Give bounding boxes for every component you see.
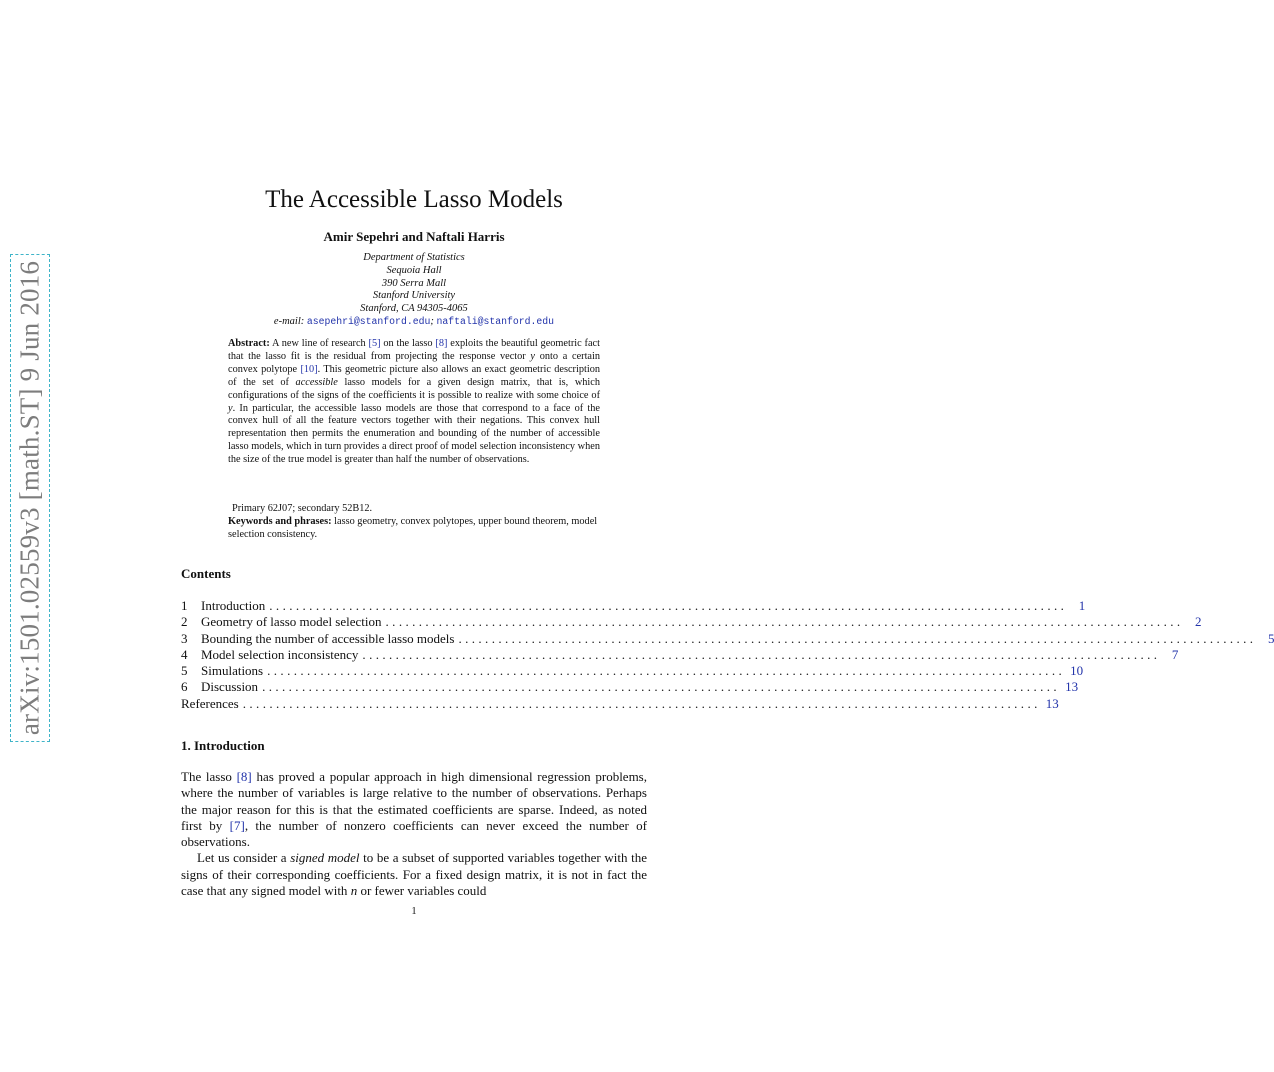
body-text: has proved a popular approach in high dimensional regression problems, where the number of variables is large relative to the number of observations. Perhaps the major reason for this is that the estimated coefficients are sparse. Indeed, as noted first by: [181, 769, 647, 833]
citation-link[interactable]: [7]: [229, 817, 245, 833]
toc-title: References: [181, 695, 239, 711]
toc-number: 6: [181, 679, 188, 695]
toc-title: Discussion: [201, 679, 259, 695]
email-line: [0, 316, 828, 329]
msc-classification: Primary 62J07; secondary 52B12.: [232, 503, 373, 514]
body-text: Let us consider a: [197, 850, 291, 866]
math-variable: y: [530, 350, 535, 362]
keywords-text: lasso geometry, convex polytopes, upper bound theorem, model selection consistency.: [228, 515, 598, 540]
body-text: or fewer variables could: [357, 883, 487, 899]
toc-page-link[interactable]: 10: [1070, 663, 1084, 679]
table-of-contents: [181, 598, 1274, 712]
section-heading: 1. Introduction: [181, 738, 265, 753]
toc-entry[interactable]: [181, 663, 1084, 679]
introduction-body: [181, 769, 647, 899]
body-text: to be a subset of supported variables together with the signs of their corresponding coefficients. For a fixed design matrix, it is not in fact the case that any signed model with: [181, 850, 647, 899]
email-separator: ;: [430, 315, 434, 327]
citation-link[interactable]: [8]: [435, 338, 448, 349]
toc-entry[interactable]: [181, 630, 1274, 647]
toc-leader-dots: ........................................................................................................................: [262, 679, 1061, 695]
math-variable: n: [350, 883, 358, 899]
author-list: Amir Sepehri and Naftali Harris: [323, 229, 505, 244]
paper-title: The Accessible Lasso Models: [265, 186, 563, 213]
toc-number: 4: [181, 646, 188, 662]
citation-link[interactable]: [10]: [300, 363, 318, 375]
toc-entry[interactable]: [181, 614, 1202, 630]
toc-title: Geometry of lasso model selection: [201, 614, 382, 630]
affiliation-street: 390 Serra Mall: [381, 277, 447, 289]
paragraph: [181, 850, 647, 899]
toc-number: 2: [181, 614, 188, 630]
paper-metadata: [228, 503, 600, 542]
toc-title: Introduction: [201, 598, 266, 613]
toc-entry[interactable]: [181, 695, 1059, 712]
toc-title: Bounding the number of accessible lasso models: [201, 630, 455, 646]
abstract: [228, 338, 600, 467]
toc-title: Model selection inconsistency: [201, 646, 359, 662]
toc-entry[interactable]: [181, 646, 1179, 663]
toc-title: Simulations: [201, 663, 264, 679]
toc-number: 5: [181, 663, 188, 679]
abstract-text: . In particular, the accessible lasso models are those that correspond to a face of the convex hull of all the feature vectors together with their negations. This convex hull representation then permits the enumeration and bounding of the number of accessible lasso models, which in turn provides a direct proof of model selection inconsistency when the size of the true model is greater than half the number of observations.: [228, 402, 600, 466]
email-label: e-mail:: [273, 315, 305, 327]
keywords-line: [228, 516, 600, 542]
affiliation-city: Stanford, CA 94305-4065: [360, 303, 468, 315]
toc-page-link[interactable]: 5: [1267, 630, 1274, 646]
abstract-text: onto a certain convex polytope: [228, 350, 601, 375]
toc-entry[interactable]: [181, 679, 1079, 695]
toc-number: 1: [181, 598, 188, 613]
toc-page-link[interactable]: 13: [1045, 695, 1059, 711]
body-text: The lasso: [181, 769, 237, 784]
toc-entry[interactable]: [181, 598, 1086, 614]
citation-link[interactable]: [5]: [368, 338, 381, 349]
abstract-text: A new line of research: [269, 338, 369, 349]
paragraph: [181, 769, 647, 850]
email-link-1[interactable]: asepehri@stanford.edu: [306, 315, 431, 327]
body-text: , the number of nonzero coefficients can never exceed the number of observations.: [181, 817, 647, 850]
abstract-text: exploits the beautiful geometric fact that the lasso fit is the residual from projecting the response vector: [228, 338, 600, 362]
arxiv-identifier: arXiv:1501.02559v3 [math.ST] 9 Jun 2016: [14, 260, 45, 736]
toc-page-link[interactable]: 7: [1171, 646, 1179, 662]
email-link-2[interactable]: naftali@stanford.edu: [436, 315, 555, 327]
toc-leader-dots: ........................................................................................................................: [385, 614, 1184, 630]
toc-page-link[interactable]: 2: [1195, 614, 1202, 630]
toc-number: 3: [181, 630, 188, 646]
affiliation-building: Sequoia Hall: [386, 264, 442, 276]
page-number: 1: [411, 906, 417, 917]
emphasis-text: signed model: [290, 850, 360, 866]
abstract-text: on the lasso: [380, 338, 436, 349]
abstract-label: Abstract:: [228, 338, 270, 349]
emphasis-text: accessible: [295, 376, 338, 388]
toc-page-link[interactable]: 1: [1078, 598, 1086, 613]
affiliation-department: Department of Statistics: [363, 252, 465, 263]
toc-leader-dots: ........................................................................................................................: [267, 663, 1066, 679]
toc-leader-dots: ........................................................................................................................: [242, 695, 1041, 711]
contents-heading: Contents: [181, 566, 231, 581]
citation-link[interactable]: [8]: [236, 769, 252, 784]
toc-leader-dots: ........................................................................................................................: [269, 598, 1068, 613]
affiliation-block: [0, 252, 828, 329]
toc-page-link[interactable]: 13: [1065, 679, 1079, 695]
toc-leader-dots: ........................................................................................................................: [458, 630, 1257, 646]
affiliation-university: Stanford University: [372, 290, 456, 302]
abstract-text: . This geometric picture also allows an exact geometric description of the set of: [228, 363, 601, 388]
toc-leader-dots: ........................................................................................................................: [362, 646, 1161, 662]
abstract-text: lasso models for a given design matrix, that is, which configurations of the signs of the coefficients it is possible to realize with some choice of: [228, 376, 600, 401]
math-variable: y: [228, 402, 233, 414]
keywords-label: Keywords and phrases:: [228, 515, 332, 527]
